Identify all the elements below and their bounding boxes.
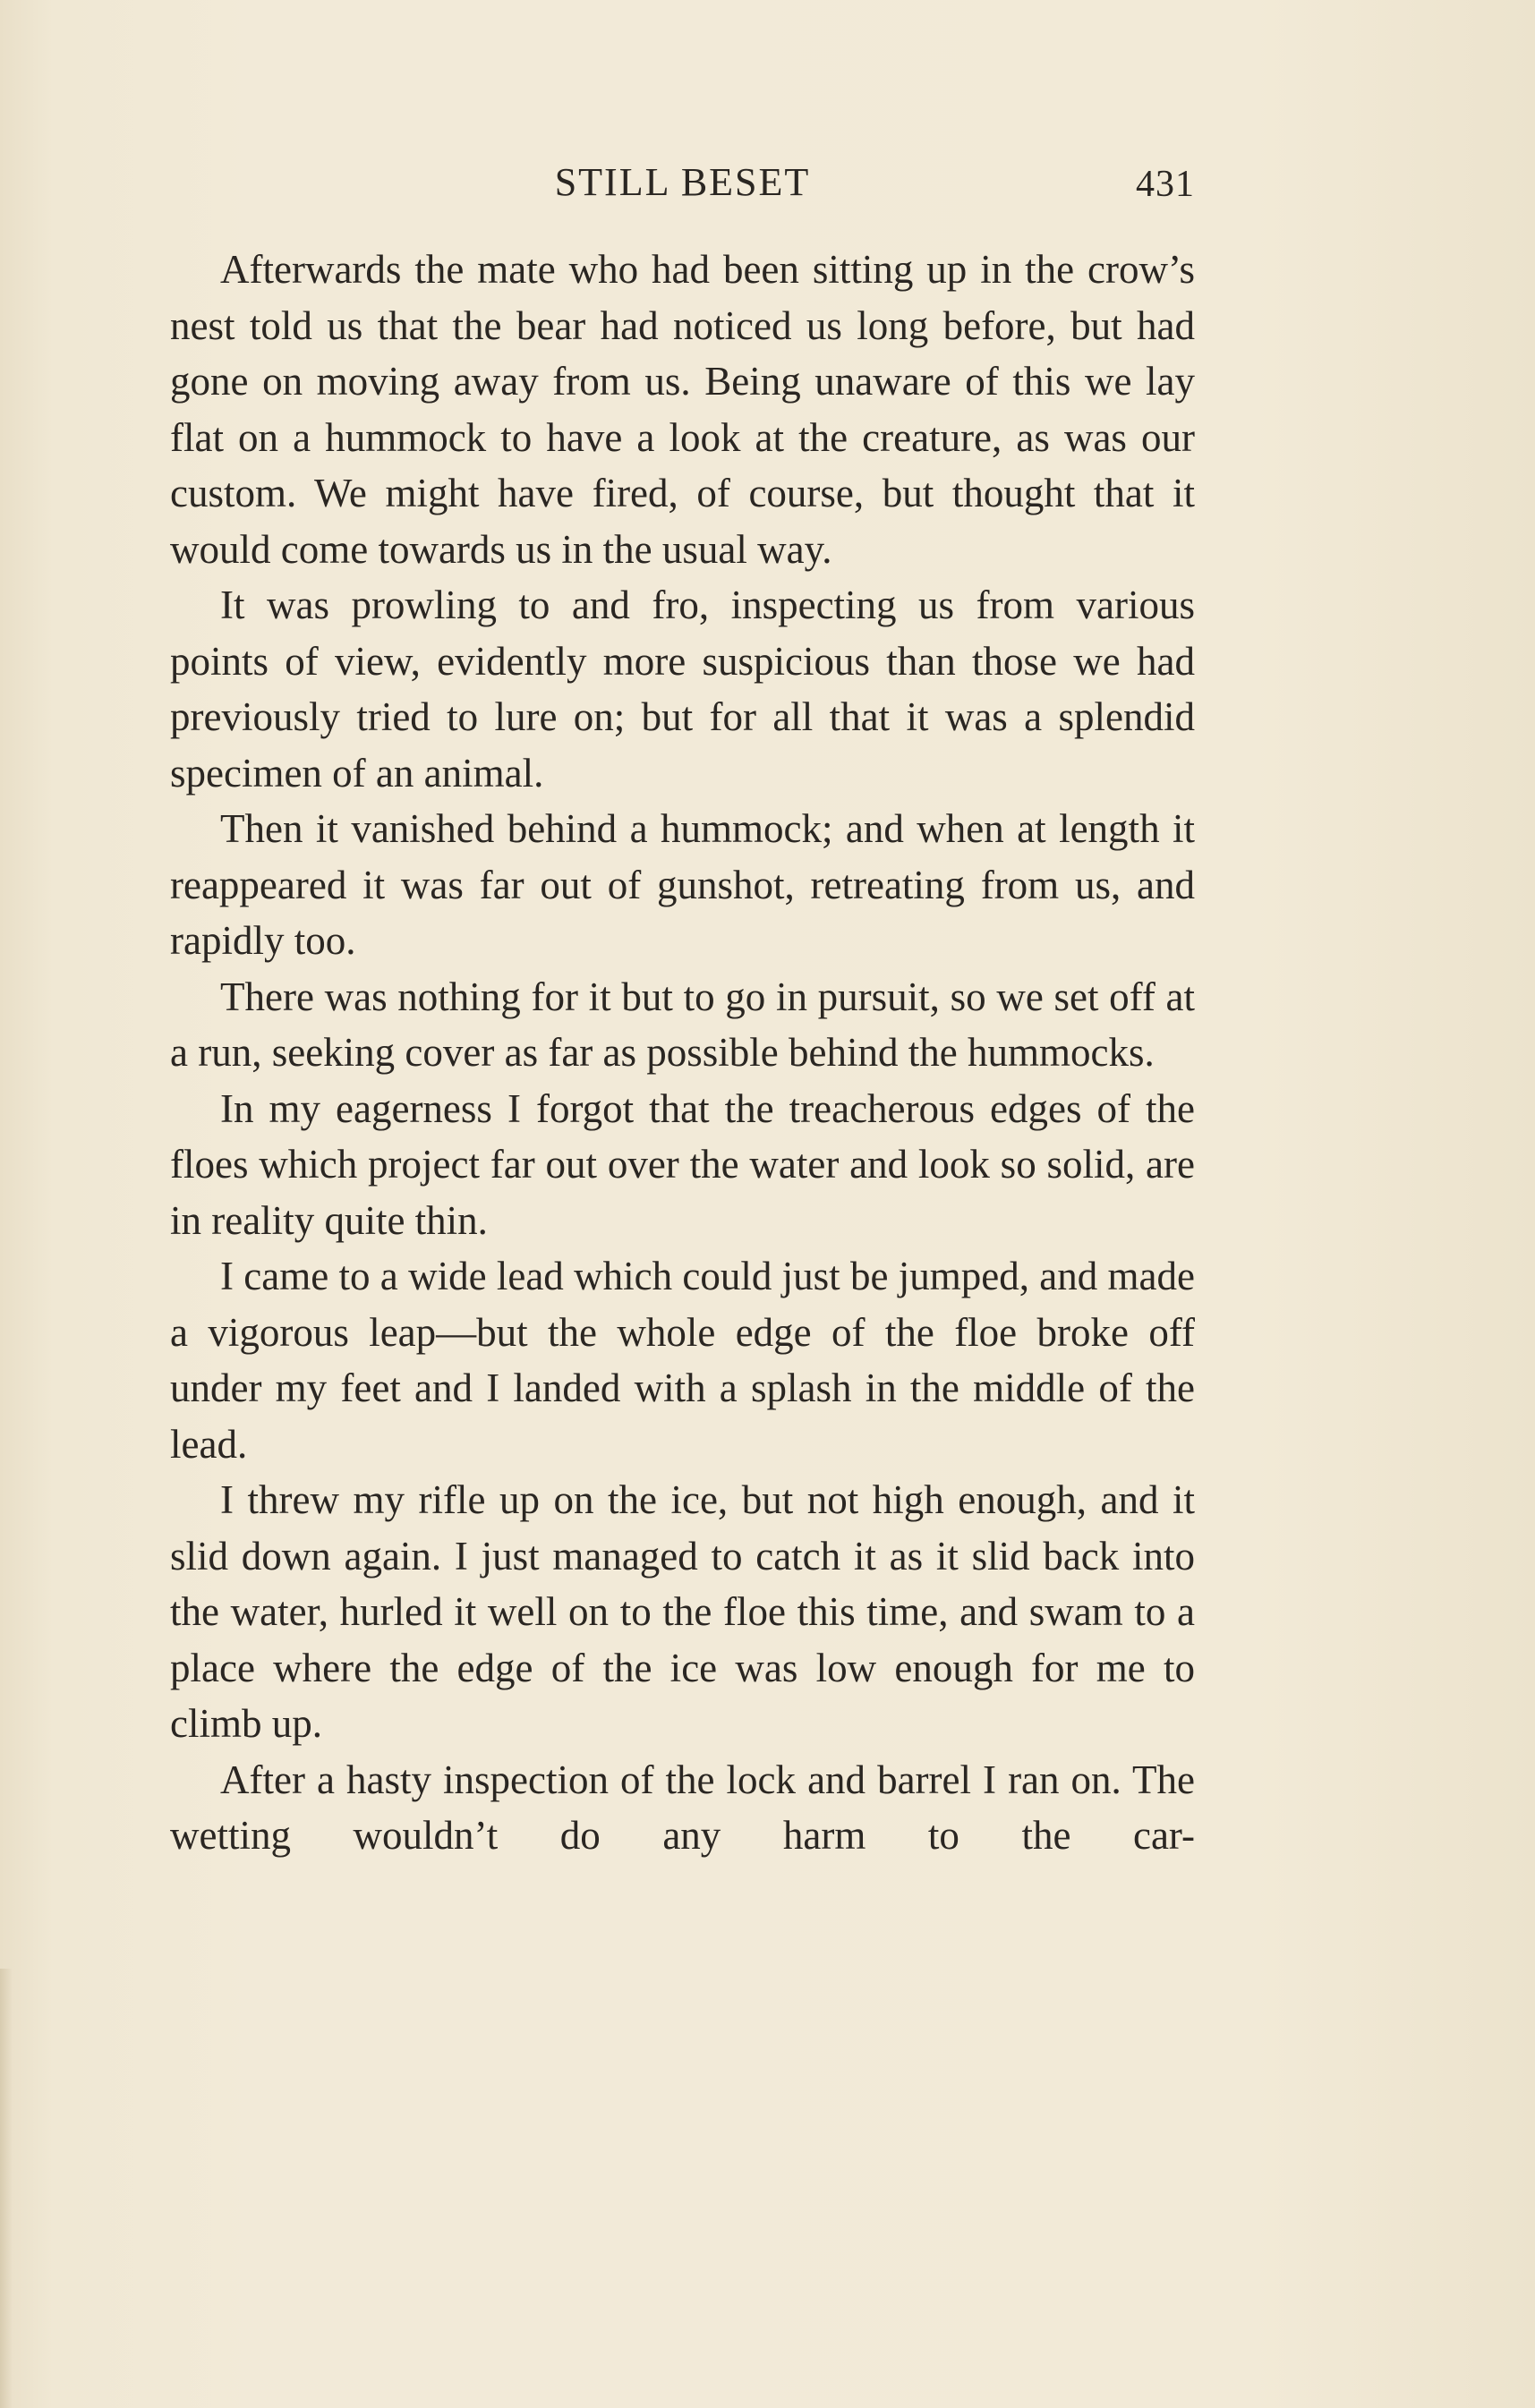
binding-shadow [0, 1969, 13, 2408]
paragraph-8: After a hasty inspection of the lock and barrel I ran on. The wetting wouldn’t do any harm to the car- [170, 1757, 1195, 1858]
running-head [170, 159, 1195, 213]
running-title: STILL BESET [554, 160, 811, 204]
paragraph-2: It was prowling to and fro, inspecting us from various points of view, evidently more suspicious than those we had previously tried to lure on; but for all that it was a splendid specimen of an animal. [170, 583, 1195, 796]
paragraph-5: In my eagerness I forgot that the treacherous edges of the floes which project far out over the water and look so solid, are in reality quite thin. [170, 1085, 1195, 1243]
body-text [170, 242, 1195, 1864]
paragraph-7: I threw my rifle up on the ice, but not high enough, and it slid down again. I just managed to catch it as it slid back into the water, hurled it well on to the floe this time, and swam to a place where the edge of the ice was low enough for me to climb up. [170, 1477, 1195, 1746]
paragraph-3: Then it vanished behind a hummock; and when at length it reappeared it was far out of gunshot, retreating from us, and rapidly too. [170, 806, 1195, 963]
paragraph-6: I came to a wide lead which could just be jumped, and made a vigorous leap—but the whole edge of the floe broke off under my feet and I landed with a splash in the middle of the lead. [170, 1254, 1195, 1467]
page-number: 431 [1136, 164, 1195, 205]
paragraph-1: Afterwards the mate who had been sitting up in the crow’s nest told us that the bear had noticed us long before, but had gone on moving away from us. Being unaware of this we lay flat on a hummock to have a look at the creature, as was our custom. We might have fired, of course, but thought that it would come towards us in the usual way. [170, 247, 1195, 572]
paragraph-4: There was nothing for it but to go in pursuit, so we set off at a run, seeking cover as far as possible behind the hummocks. [170, 974, 1195, 1075]
